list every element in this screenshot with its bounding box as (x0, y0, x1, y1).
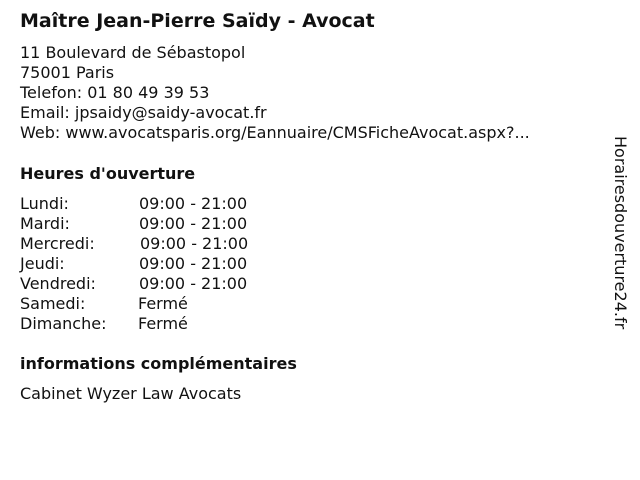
hours-day: Samedi: (20, 294, 86, 313)
additional-info-heading: informations complémentaires (20, 354, 297, 373)
site-watermark: Horairesdouverture24.fr (611, 136, 630, 330)
hours-day: Jeudi: (20, 254, 65, 273)
address-line-1: 11 Boulevard de Sébastopol (20, 43, 246, 62)
hours-time: 09:00 - 21:00 (139, 274, 248, 293)
phone-text: Telefon: 01 80 49 39 53 (20, 83, 210, 102)
hours-day: Mardi: (20, 214, 70, 233)
contact-block (20, 43, 530, 143)
website-text: Web: www.avocatsparis.org/Eannuaire/CMSFicheAvocat.aspx?... (20, 123, 530, 142)
opening-hours-heading: Heures d'ouverture (20, 164, 196, 183)
hours-day: Lundi: (20, 194, 69, 213)
additional-info-text: Cabinet Wyzer Law Avocats (20, 384, 242, 403)
hours-time: 09:00 - 21:00 (139, 194, 248, 213)
hours-day: Dimanche: (20, 314, 107, 333)
email-text: Email: jpsaidy@saidy-avocat.fr (20, 103, 267, 122)
hours-day: Vendredi: (20, 274, 96, 293)
address-line-2: 75001 Paris (20, 63, 115, 82)
hours-time: 09:00 - 21:00 (139, 214, 248, 233)
hours-day: Mercredi: (20, 234, 95, 253)
hours-time: 09:00 - 21:00 (140, 234, 249, 253)
hours-time: Fermé (138, 294, 188, 313)
page-title: Maître Jean-Pierre Saïdy - Avocat (20, 10, 375, 32)
hours-time: Fermé (138, 314, 188, 333)
hours-time: 09:00 - 21:00 (139, 254, 248, 273)
